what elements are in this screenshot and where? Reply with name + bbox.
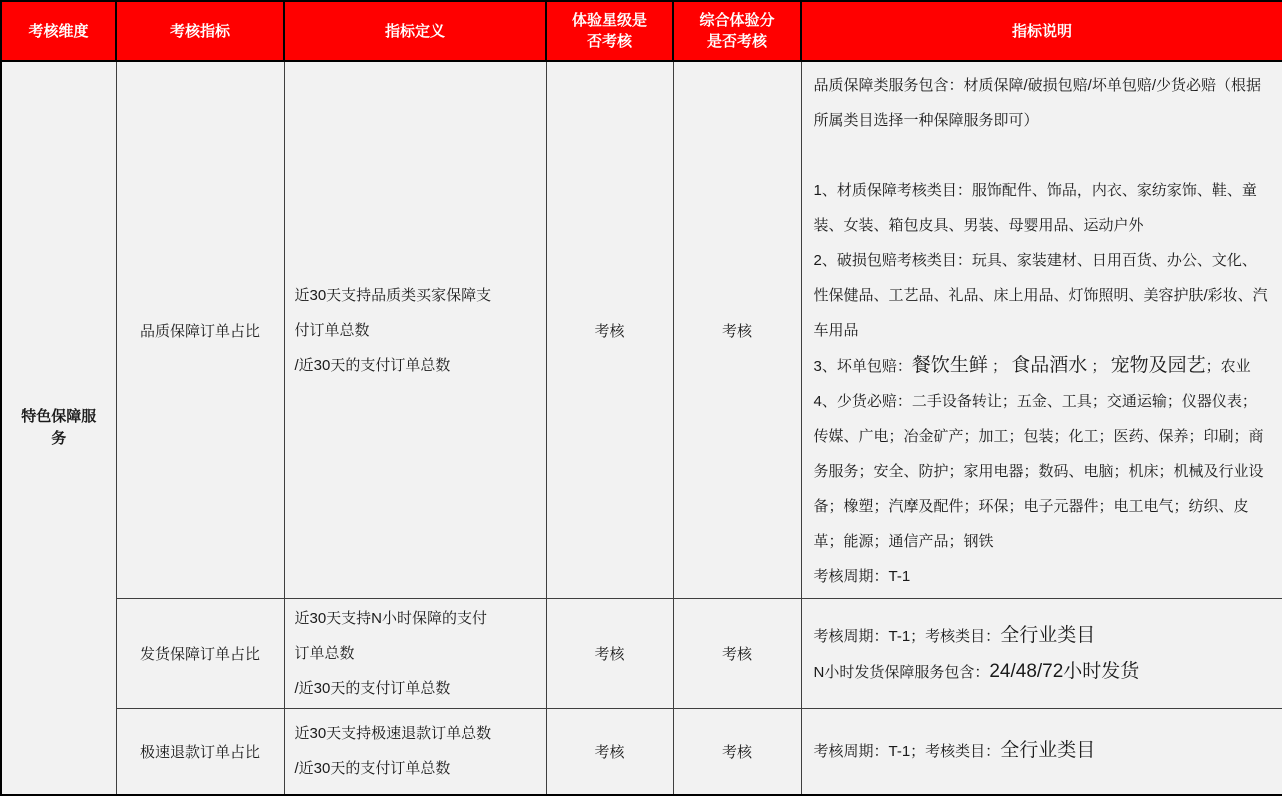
table-row — [1, 61, 1282, 599]
cell-star-assessed: 考核 — [546, 709, 673, 795]
header-cell-composite-assessed — [673, 1, 801, 61]
cell-definition: 近30天支持N小时保障的支付订单总数 /近30天的支付订单总数 — [284, 599, 546, 709]
cell-definition: 近30天支持品质类买家保障支付订单总数 /近30天的支付订单总数 — [284, 61, 546, 599]
cell-dimension — [1, 61, 116, 795]
cell-description: 品质保障类服务包含：材质保障/破损包赔/坏单包赔/少货必赔（根据所属类目选择一种保障服务即可） 1、材质保障考核类目：服饰配件、饰品，内衣、家纺家饰、鞋、童装、女装、箱包皮具、男装、母婴用品、运动户外 2、破损包赔考核类目：玩具、家装建材、日用百货、办公、文化、性保健品、工艺品、礼品、床上用品、灯饰照明、美容护肤/彩妆、汽车用品 3、坏单包赔：餐饮生鲜 ； 食品酒水 ； 宠物及园艺；农业 4、少货必赔：二手设备转让；五金、工具；交通运输；仪器仪表；传媒、广电；冶金矿产；加工；包装；化工；医药、保养；印刷；商务服务；安全、防护；家用电器；数码、电脑；机床；机械及行业设备；橡塑；汽摩及配件；环保；电子元器件；电工电气；纺织、皮革；能源；通信产品；钢铁 考核周期：T-1 — [801, 61, 1282, 599]
header-cell-star-assessed — [546, 1, 673, 61]
cell-indicator: 品质保障订单占比 — [116, 61, 284, 599]
table-row — [1, 599, 1282, 709]
dimension-label: 特色保障服务 — [21, 407, 97, 447]
cell-composite-assessed: 考核 — [673, 599, 801, 709]
header-cell-star-assessed-label: 体验星级是否考核 — [571, 12, 647, 50]
cell-composite-assessed: 考核 — [673, 61, 801, 599]
cell-description: 考核周期：T-1；考核类目：全行业类目 N小时发货保障服务包含：24/48/72小时发货 — [801, 599, 1282, 709]
table-row — [1, 709, 1282, 795]
header-cell-description: 指标说明 — [801, 1, 1282, 61]
header-row — [1, 1, 1282, 61]
header-cell-dimension: 考核维度 — [1, 1, 116, 61]
cell-definition: 近30天支持极速退款订单总数 /近30天的支付订单总数 — [284, 709, 546, 795]
cell-star-assessed: 考核 — [546, 599, 673, 709]
cell-indicator: 发货保障订单占比 — [116, 599, 284, 709]
cell-star-assessed: 考核 — [546, 61, 673, 599]
cell-indicator: 极速退款订单占比 — [116, 709, 284, 795]
header-cell-definition: 指标定义 — [284, 1, 546, 61]
cell-description: 考核周期：T-1；考核类目：全行业类目 — [801, 709, 1282, 795]
header-cell-composite-assessed-label: 综合体验分是否考核 — [699, 12, 775, 50]
header-cell-indicator: 考核指标 — [116, 1, 284, 61]
cell-composite-assessed: 考核 — [673, 709, 801, 795]
